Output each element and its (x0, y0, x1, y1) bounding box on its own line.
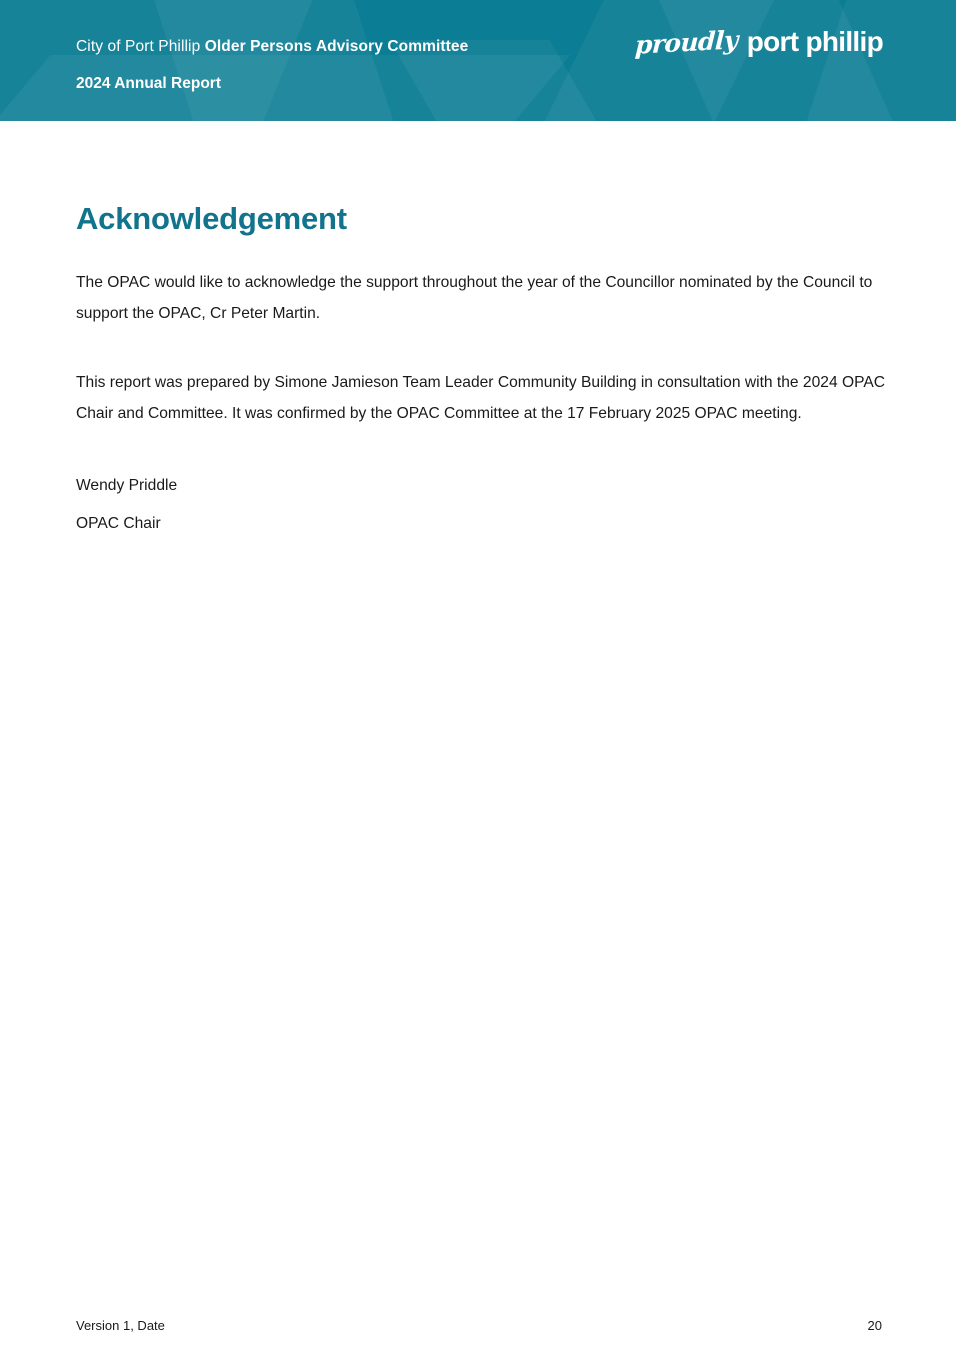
header-title-line (76, 36, 468, 58)
footer-page-number: 20 (867, 1318, 882, 1333)
port-phillip-logo (634, 25, 883, 60)
header-title-block (76, 36, 468, 94)
document-body (76, 267, 886, 543)
page-header (0, 0, 956, 121)
logo-script-text: proudly (634, 25, 739, 60)
signature-block (76, 467, 886, 543)
signature-name: Wendy Priddle (76, 477, 178, 494)
page-title: Acknowledgement (76, 200, 347, 236)
paragraph: The OPAC would like to acknowledge the support throughout the year of the Councillor nominated by the Council to support the OPAC, Cr Peter Martin. (76, 274, 873, 322)
logo-wordmark-text: port phillip (746, 26, 883, 57)
header-subtitle: 2024 Annual Report (76, 75, 221, 92)
footer-version: Version 1, Date (76, 1318, 165, 1333)
header-committee-name: Older Persons Advisory Committee (204, 38, 469, 55)
header-org-name: City of Port Phillip (76, 38, 205, 55)
signature-role: OPAC Chair (76, 515, 161, 532)
paragraph: This report was prepared by Simone Jamieson Team Leader Community Building in consultation with the 2024 OPAC Chair and Committee. It was confirmed by the OPAC Committee at the 17 February 2025 OPAC meeting. (76, 374, 885, 422)
